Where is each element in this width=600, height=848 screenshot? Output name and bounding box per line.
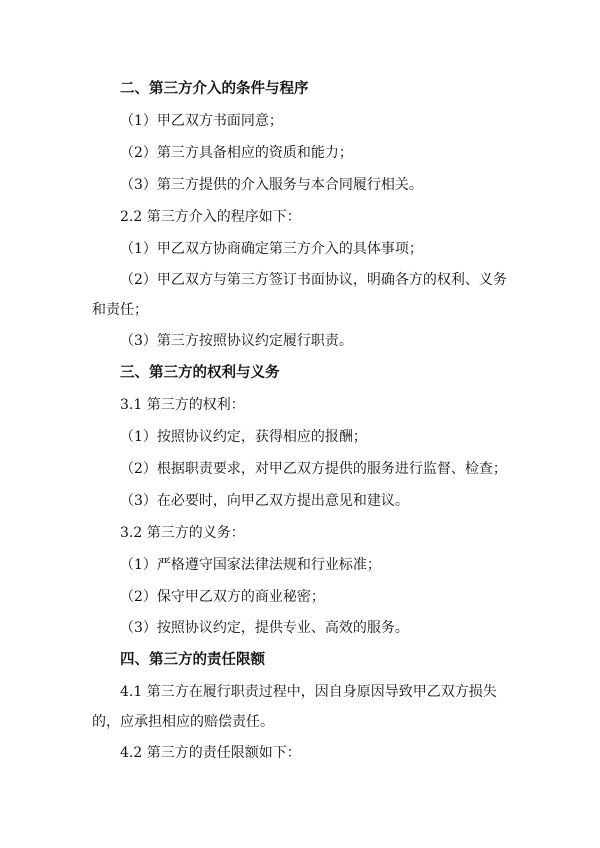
- section-heading: 二、第三方介入的条件与程序: [120, 81, 309, 97]
- paragraph-line: （2）根据职责要求，对甲乙双方提供的服务进行监督、检查；: [120, 461, 507, 477]
- paragraph-line: （2）保守甲乙双方的商业秘密；: [120, 589, 325, 605]
- paragraph-line: （2）甲乙双方与第三方签订书面协议，明确各方的权利、义务: [120, 272, 507, 288]
- paragraph-line: 和责任；: [92, 302, 148, 318]
- paragraph-line: （3）按照协议约定，提供专业、高效的服务。: [120, 620, 409, 636]
- paragraph-line: 4.2 第三方的责任限额如下：: [120, 745, 301, 761]
- paragraph-line: （3）第三方按照协议约定履行职责。: [120, 333, 353, 349]
- section-heading: 三、第三方的权利与义务: [120, 365, 280, 381]
- paragraph-line: （1）严格遵守国家法律法规和行业标准；: [120, 557, 381, 573]
- paragraph-line: 3.1 第三方的权利：: [120, 397, 245, 413]
- paragraph-line: （1）按照协议约定，获得相应的报酬；: [120, 429, 367, 445]
- paragraph-line: （3）第三方提供的介入服务与本合同履行相关。: [120, 177, 423, 193]
- paragraph-line: 4.1 第三方在履行职责过程中，因自身原因导致甲乙双方损失: [120, 684, 497, 700]
- paragraph-line: （3）在必要时，向甲乙双方提出意见和建议。: [120, 493, 409, 509]
- paragraph-line: （1）甲乙双方协商确定第三方介入的具体事项；: [120, 241, 423, 257]
- paragraph-line: 3.2 第三方的义务：: [120, 525, 245, 541]
- section-heading: 四、第三方的责任限额: [120, 652, 265, 668]
- paragraph-line: 2.2 第三方介入的程序如下：: [120, 209, 301, 225]
- paragraph-line: （2）第三方具备相应的资质和能力；: [120, 145, 353, 161]
- paragraph-line: （1）甲乙双方书面同意；: [120, 113, 283, 129]
- paragraph-line: 的，应承担相应的赔偿责任。: [92, 714, 274, 730]
